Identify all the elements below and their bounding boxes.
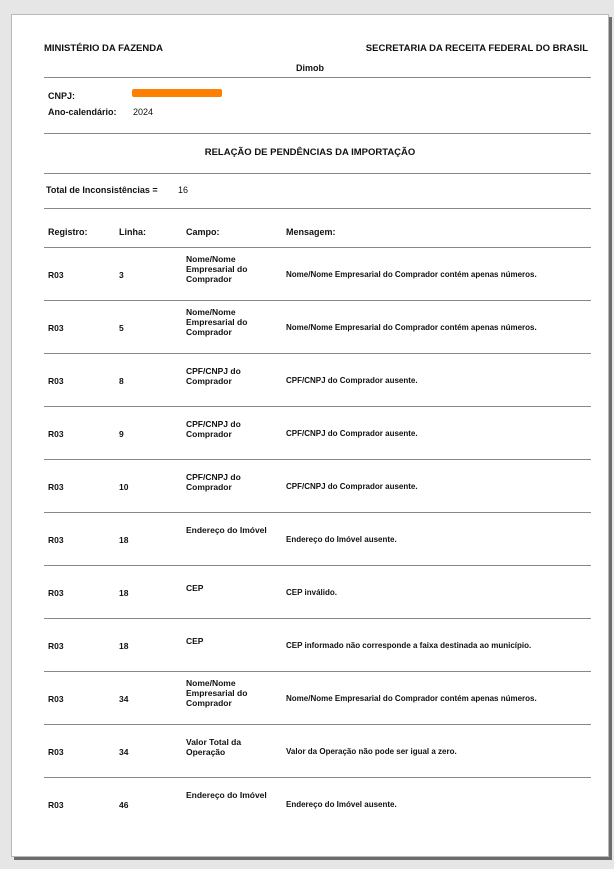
divider [44,208,591,209]
year-label: Ano-calendário: [48,107,117,117]
header-linha: Linha: [119,227,146,237]
cell-registro: R03 [48,323,64,333]
table-row [44,619,591,672]
divider [44,173,591,174]
cell-linha: 34 [119,694,129,704]
table-row [44,566,591,619]
ministry-header: MINISTÉRIO DA FAZENDA [44,43,163,54]
cell-registro: R03 [48,694,64,704]
cell-campo: Endereço do Imóvel [186,790,267,800]
header-registro: Registro: [48,227,88,237]
cell-mensagem: Endereço do Imóvel ausente. [286,535,397,544]
cnpj-label: CNPJ: [48,91,76,101]
cell-mensagem: Valor da Operação não pode ser igual a zero. [286,747,457,756]
cell-linha: 18 [119,641,129,651]
cell-linha: 34 [119,747,129,757]
cell-mensagem: Nome/Nome Empresarial do Comprador contém apenas números. [286,694,537,703]
table-row [44,248,591,301]
cell-mensagem: CEP inválido. [286,588,337,597]
header-mensagem: Mensagem: [286,227,336,237]
cell-registro: R03 [48,270,64,280]
table-row [44,778,591,831]
cell-campo: CEP [186,636,204,646]
divider [44,77,591,78]
cell-linha: 8 [119,376,124,386]
report-title: RELAÇÃO DE PENDÊNCIAS DA IMPORTAÇÃO [204,147,416,158]
cell-linha: 3 [119,270,124,280]
secretariat-header: SECRETARIA DA RECEITA FEDERAL DO BRASIL [365,43,588,54]
cell-mensagem: CEP informado não corresponde a faixa destinada ao município. [286,641,532,650]
cell-campo: Nome/Nome Empresarial do Comprador [186,678,248,708]
divider [44,133,591,134]
cell-mensagem: CPF/CNPJ do Comprador ausente. [286,376,418,385]
cell-linha: 18 [119,535,129,545]
cell-mensagem: Endereço do Imóvel ausente. [286,800,397,809]
year-value: 2024 [133,107,154,117]
cell-campo: Valor Total da Operação [186,737,242,757]
document-subtitle: Dimob [296,63,324,73]
cell-registro: R03 [48,800,64,810]
cell-registro: R03 [48,641,64,651]
cell-linha: 9 [119,429,124,439]
cell-mensagem: Nome/Nome Empresarial do Comprador contém apenas números. [286,270,537,279]
cell-registro: R03 [48,535,64,545]
document-page [11,14,609,857]
table-row [44,513,591,566]
cell-mensagem: CPF/CNPJ do Comprador ausente. [286,429,418,438]
cell-registro: R03 [48,482,64,492]
cell-campo: Endereço do Imóvel [186,525,267,535]
total-value: 16 [178,185,189,195]
cell-linha: 18 [119,588,129,598]
cell-mensagem: CPF/CNPJ do Comprador ausente. [286,482,418,491]
cell-linha: 46 [119,800,129,810]
cell-linha: 5 [119,323,124,333]
table-row [44,672,591,725]
cell-registro: R03 [48,376,64,386]
cell-linha: 10 [119,482,129,492]
table-row [44,460,591,513]
cell-registro: R03 [48,747,64,757]
table-row [44,407,591,460]
table-row [44,725,591,778]
cell-registro: R03 [48,429,64,439]
cell-mensagem: Nome/Nome Empresarial do Comprador contém apenas números. [286,323,537,332]
cell-campo: Nome/Nome Empresarial do Comprador [186,254,248,284]
header-campo: Campo: [186,227,220,237]
cell-campo: Nome/Nome Empresarial do Comprador [186,307,248,337]
redacted-cnpj-mask [132,89,222,97]
total-label: Total de Inconsistências = [46,185,158,195]
cell-campo: CPF/CNPJ do Comprador [186,419,241,439]
table-row [44,354,591,407]
cell-registro: R03 [48,588,64,598]
cell-campo: CPF/CNPJ do Comprador [186,366,241,386]
table-row [44,301,591,354]
cell-campo: CPF/CNPJ do Comprador [186,472,241,492]
cell-campo: CEP [186,583,204,593]
